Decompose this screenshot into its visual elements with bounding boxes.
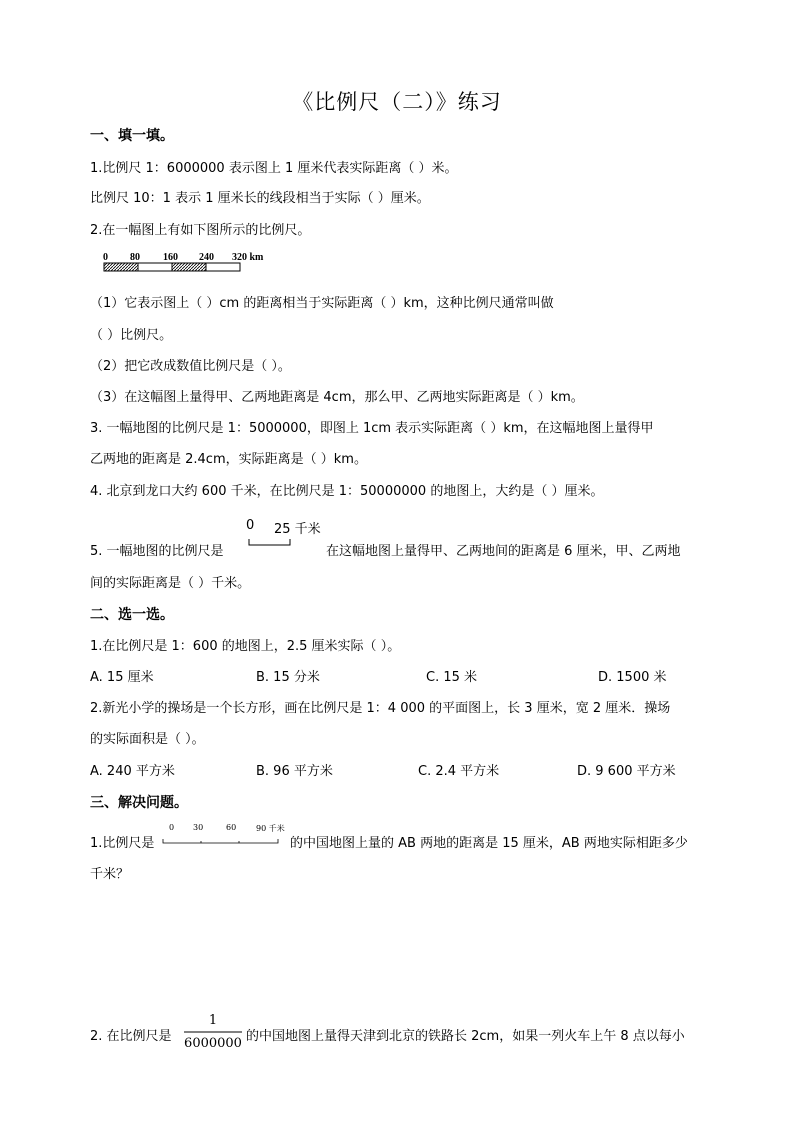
s2-q2a: 2.新光小学的操场是一个长方形，画在比例尺是 1：4 000 的平面图上，长 3 厘米，宽 2 厘米．操场: [90, 701, 671, 716]
s1-q5a-pre: 5. 一幅地图的比例尺是: [90, 544, 224, 559]
s1-q3b: 乙两地的距离是 2.4cm，实际距离是（ ）km。: [90, 452, 367, 467]
s2-q1: 1.在比例尺是 1：600 的地图上，2.5 厘米实际（ ）。: [90, 639, 401, 654]
section-1-heading: 一、填一填。: [90, 128, 174, 144]
s1-q1b: 比例尺 10：1 表示 1 厘米长的线段相当于实际（ ）厘米。: [90, 191, 430, 206]
q2-scale-label-160: 160: [163, 252, 178, 263]
s1-q3a: 3. 一幅地图的比例尺是 1：5000000，即图上 1cm 表示实际距离（ ）km，在这幅地图上量得甲: [90, 421, 654, 436]
q5-scale-bar: [248, 538, 292, 548]
s2-q2-option-c: C. 2.4 平方米: [418, 764, 500, 779]
s2-q2-option-a: A. 240 平方米: [90, 764, 175, 779]
s3-q1a-pre: 1.比例尺是: [90, 836, 155, 851]
s3-q1a-post: 的中国地图上量的 AB 两地的距离是 15 厘米，AB 两地实际相距多少: [290, 836, 688, 851]
s1-q2-1b: （ ）比例尺。: [90, 328, 173, 343]
s3-q2-pre: 2. 在比例尺是: [90, 1029, 172, 1044]
s2-q1-option-c: C. 15 米: [426, 670, 478, 685]
q2-scale-label-240: 240: [199, 252, 214, 263]
s2-q2b: 的实际面积是（ ）。: [90, 732, 205, 747]
fraction-numerator: 1: [208, 1013, 218, 1028]
s2-q2-option-b: B. 96 平方米: [256, 764, 333, 779]
s1-q5a-post: 在这幅地图上量得甲、乙两地间的距离是 6 厘米，甲、乙两地: [326, 544, 681, 559]
s2-q1-option-d: D. 1500 米: [598, 670, 667, 685]
s2-q1-option-b: B. 15 分米: [256, 670, 320, 685]
s3-scale-label-60: 60: [226, 823, 237, 832]
q2-scale-bar: [104, 263, 244, 273]
s3-scale-label-30: 30: [193, 823, 204, 832]
s1-q5b: 间的实际距离是（ ）千米。: [90, 576, 251, 591]
s1-q2-1a: （1）它表示图上（ ）cm 的距离相当于实际距离（ ）km，这种比例尺通常叫做: [90, 296, 554, 311]
fraction-denominator: 6000000: [184, 1036, 242, 1051]
q2-scale-label-80: 80: [130, 252, 140, 263]
q2-scale-label-0: 0: [103, 252, 108, 263]
page-title: 《比例尺（二）》练习: [292, 90, 502, 114]
s2-q1-option-a: A. 15 厘米: [90, 670, 154, 685]
s1-q2-3: （3）在这幅图上量得甲、乙两地距离是 4cm，那么甲、乙两地实际距离是（ ）km。: [90, 390, 584, 405]
s1-q2-2: （2）把它改成数值比例尺是（ ）。: [90, 359, 291, 374]
q2-scale-label-320: 320 km: [232, 252, 264, 263]
q5-scale-label-0: 0: [246, 518, 255, 533]
fraction-bar: [184, 1031, 244, 1033]
q5-scale-label-25: 25 千米: [274, 522, 321, 537]
s3-scale-label-0: 0: [169, 823, 175, 832]
section-3-heading: 三、解决问题。: [90, 795, 188, 811]
section-2-heading: 二、选一选。: [90, 607, 174, 623]
s3-q2-post: 的中国地图上量得天津到北京的铁路长 2cm，如果一列火车上午 8 点以每小: [246, 1029, 685, 1044]
s3-q1b: 千米？: [90, 867, 130, 882]
s3-scale-bar: [162, 838, 282, 846]
s3-scale-label-90: 90 千米: [256, 824, 285, 833]
s1-q4: 4. 北京到龙口大约 600 千米，在比例尺是 1：50000000 的地图上，大约是（ ）厘米。: [90, 484, 604, 499]
s1-q1a: 1.比例尺 1：6000000 表示图上 1 厘米代表实际距离（ ）米。: [90, 161, 458, 176]
s1-q2: 2.在一幅图上有如下图所示的比例尺。: [90, 223, 311, 238]
s2-q2-option-d: D. 9 600 平方米: [577, 764, 676, 779]
